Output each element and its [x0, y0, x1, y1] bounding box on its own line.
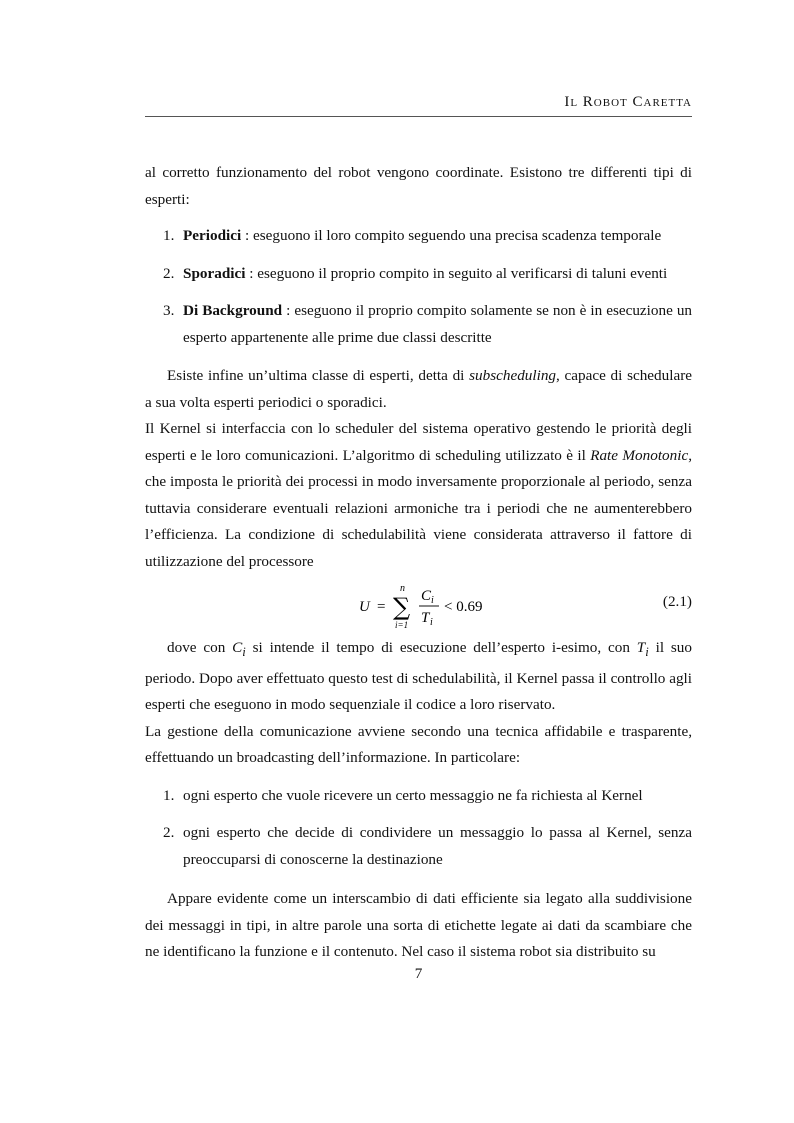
paragraph — [145, 363, 692, 416]
list-item — [145, 298, 692, 351]
fraction-denominator: T — [421, 610, 430, 626]
text-run: il suo periodo. Dopo aver effettuato questo test di schedulabilità, il Kernel passa il controllo agli esperti che eseguono in modo sequenziale il codice a loro riservato. — [145, 639, 692, 714]
equation-number: (2.1) — [662, 593, 692, 610]
denominator-subscript: i — [430, 617, 433, 628]
math-subscript: i — [242, 645, 246, 660]
list-item — [145, 223, 692, 250]
paragraph: al corretto funzionamento del robot vengono coordinate. Esistono tre differenti tipi di esperti: — [145, 164, 692, 208]
header-rule — [145, 116, 692, 117]
list-number: 2. — [163, 264, 175, 282]
text-run: , che imposta le priorità dei processi in modo inversamente proporzionale al periodo, senza tuttavia considerare eventuali relazioni armoniche tra i periodi che ne aumenterebbero l’efficienza. La condizione di schedulabilità viene considerata attraverso il fattore di utilizzazione del processore — [145, 446, 692, 570]
list-number: 1. — [163, 227, 175, 244]
sum-sign: ∑ — [393, 593, 411, 621]
emphasis: Rate Monotonic — [590, 446, 689, 464]
list-item — [145, 820, 692, 873]
list-text: ogni esperto che vuole ricevere un certo messaggio ne fa richiesta al Kernel — [183, 786, 643, 804]
paragraph — [145, 635, 692, 719]
page-body — [145, 160, 692, 966]
text-run: Esiste infine un’ultima classe di esperti, detta di — [167, 367, 470, 384]
list-item — [145, 261, 692, 288]
text-run: , capace di schedulare a sua volta esperti periodici o sporadici. — [145, 367, 692, 411]
sum-upper-limit: n — [400, 583, 405, 594]
list-term: Periodici — [183, 227, 242, 244]
list-text: : eseguono il loro compito seguendo una precisa scadenza temporale — [241, 227, 662, 244]
emphasis: subscheduling — [469, 367, 557, 384]
list-item — [145, 783, 692, 810]
list-text: ogni esperto che decide di condividere un messaggio lo passa al Kernel, senza preoccuparsi di conoscerne la destinazione — [183, 824, 692, 868]
eq-equals: = — [377, 599, 386, 615]
list-number: 2. — [163, 824, 175, 842]
utilization-formula — [357, 581, 497, 631]
paragraph — [145, 416, 692, 575]
paragraph: Appare evidente come un interscambio di dati efficiente sia legato alla suddivisione dei messaggi in tipi, in altre parole una sorta di etichette legate ai dati da scambiare che ne identificano la funzione e il contenuto. Nel caso il sistema robot sia distribuito su — [145, 890, 692, 961]
list-number: 1. — [163, 786, 175, 804]
eq-relation: < 0.69 — [444, 599, 483, 615]
math-var: T — [636, 639, 646, 656]
list-text: : eseguono il proprio compito solamente se non è in esecuzione un esperto appartenente alle prime due classi descritte — [183, 302, 693, 346]
equation-block — [145, 579, 692, 635]
communication-rules-list — [145, 783, 692, 874]
page-number: 7 — [414, 965, 423, 982]
list-number: 3. — [163, 302, 175, 319]
expert-types-list — [145, 223, 692, 351]
text-run: dove con — [167, 639, 233, 656]
math-var: C — [232, 639, 243, 656]
running-header: Il Robot Caretta — [564, 94, 692, 110]
fraction-numerator: C — [421, 588, 432, 604]
text-run: Il Kernel si interfaccia con lo scheduler del sistema operativo gestendo le priorità degli esperti e le loro comunicazioni. L’algoritmo di scheduling utilizzato è il — [145, 420, 692, 464]
text-run: si intende il tempo di esecuzione dell’esperto i-esimo, con — [245, 639, 637, 656]
list-term: Di Background — [183, 302, 283, 319]
eq-lhs: U — [359, 599, 370, 615]
paragraph: La gestione della comunicazione avviene secondo una tecnica affidabile e trasparente, effettuando un broadcasting dell’informazione. In particolare: — [145, 722, 692, 767]
list-text: : eseguono il proprio compito in seguito al verificarsi di taluni eventi — [245, 264, 668, 282]
math-subscript: i — [645, 645, 649, 660]
list-term: Sporadici — [183, 264, 246, 282]
numerator-subscript: i — [431, 595, 434, 606]
sum-lower-limit: i=1 — [395, 620, 409, 630]
